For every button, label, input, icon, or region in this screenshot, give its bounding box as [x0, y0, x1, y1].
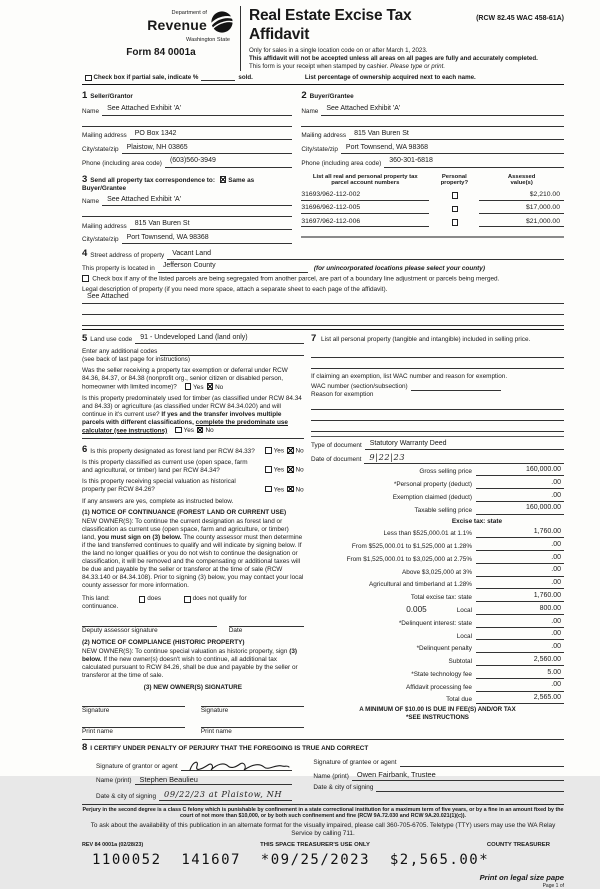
partial-sale-percent-field[interactable]	[201, 74, 235, 81]
section-certification: 8 I CERTIFY UNDER PENALTY OF PERJURY THAT THE FOREGOING IS TRUE AND CORRECT Signature of grantor or agent Name (print) Stephen Beaulieu Date & city of signing 09/22/23 at Plaistow, NH Signature of grantee or agent Name (print) Owen Fairbank, Trustee Date & city of signing	[82, 742, 564, 800]
forest-no-checkbox[interactable]	[287, 447, 294, 454]
deputy-date-label: Date	[228, 627, 243, 635]
perjury-divider	[82, 804, 564, 805]
grantor-date-city-field[interactable]: 09/22/23 at Plaistow, NH	[159, 789, 292, 801]
tier3-tax-field[interactable]: .00	[476, 554, 564, 564]
new-owner-signature-field-2[interactable]	[201, 700, 304, 707]
grantor-signature-field[interactable]	[181, 759, 292, 772]
section-designation: 6 Is this property designated as forest land per RCW 84.33? Yes No Is this property classified as current use (open space, farm and agricultural, or timber) land per RCW 84.34? Yes No Is this property receiving special valuation as historical property per RCW 84.26? Yes No If any answers are yes, complete as instructed below. (1) NOTICE OF CONTINUANCE (FOREST LAND OR CURRENT USE) NEW OWNER(S): To continue the current designation as forest land or classification as current use (open space, farm and agriculture, or timber) land, you must sign on (3) below. The county assessor must then determine if the land transferred continues to qualify and will indicate by signing below. If the land no longer qualifies or you do not wish to continue the designation or classification, it will be removed and the compensating or additional taxes will be due and payable by the seller or transferor at the time of sale (RCW 84.33.140 or 84.34.108). Prior to signing (3) below, you may contact your local county assessor for more information. This land: does does not qualify for continuance. Deputy assessor signature Date (2) NOTICE OF COMPLIANCE (HISTORIC PROPERTY) NEW OWNER(S): To continue special valuation as historic property, sign (3) below. If the new owner(s) doesn't wish to continue, all additional tax calculated pursuant to RCW 84.26, shall be due and payable by the seller or transferor at the time of sale. (3) NEW OWNER(S) SIGNATURE Signature Signature Print name Print name	[82, 438, 304, 736]
buyer-grantee-title: Buyer/Grantee	[309, 93, 354, 101]
deputy-assessor-label: Deputy assessor signature	[82, 627, 158, 635]
exemption-reason-line3[interactable]	[311, 424, 564, 432]
land-qualify-row: This land: does does not qualify for	[82, 594, 247, 602]
parcel-row	[301, 191, 564, 201]
parcel-row	[301, 204, 564, 214]
header-note-1: Only for sales in a single location code on or after March 1, 2023.	[249, 47, 428, 55]
county-note: (for unincorporated locations please select your county)	[313, 264, 485, 272]
parcel-personal-property-checkbox[interactable]	[452, 219, 459, 226]
exemption-yes-checkbox[interactable]	[185, 383, 192, 390]
parcel-table-bottom-rule	[301, 236, 564, 238]
correspondence-name-field[interactable]: See Attached Exhibit 'A'	[102, 196, 292, 206]
exemption-claimed-field[interactable]: .00	[476, 492, 564, 502]
new-owner-print-name-field-2[interactable]	[201, 721, 304, 728]
gross-selling-price-field[interactable]: 160,000.00	[476, 466, 564, 476]
partial-sale-checkbox[interactable]	[85, 75, 92, 82]
section-personal-property: 7 List all personal property (tangible and intangible) included in selling price. If claiming an exemption, list WAC number and reason for exemption. WAC number (section/subsection) Reason for exemption	[311, 333, 564, 433]
predominate-yes-checkbox[interactable]	[175, 427, 182, 434]
timber-question: Is this property predominately used for timber (as classified under RCW 84.34 and 84.33) or agriculture (as classified under RCW 84.34.020) and will continue in it's current use? If yes and the transfer involves multiple parcels with different classifications, complete the predominate use calculator (see instructions) Yes No	[82, 395, 302, 435]
grantee-name-field[interactable]: Owen Fairbank, Trustee	[352, 770, 564, 781]
land-does-checkbox[interactable]	[139, 596, 146, 603]
historic-no-checkbox[interactable]	[287, 486, 294, 493]
county-field[interactable]: Jefferson County	[158, 262, 308, 272]
local-tax-field[interactable]: 800.00	[476, 605, 564, 615]
correspondence-title: Send all property tax correspondence to:	[90, 176, 215, 184]
seller-name2-field[interactable]	[82, 119, 292, 127]
correspondence-name2-field[interactable]	[82, 209, 292, 217]
section-buyer: 2 Buyer/Grantee Name See Attached Exhibit 'A' Mailing address 815 Van Buren St City/state/zip Port Townsend, WA 98368 Phone (including area code) 360-301-6818	[301, 87, 564, 167]
exemption-no-checkbox[interactable]	[207, 383, 214, 390]
ownership-percentage-note: List percentage of ownership acquired next to each name.	[304, 73, 476, 81]
grantee-signature-field[interactable]	[400, 765, 564, 767]
seller-city-field[interactable]: Plaistow, NH 03865	[122, 144, 292, 154]
delinquent-interest-local-field[interactable]: .00	[476, 630, 564, 640]
notice1-title: (1) NOTICE OF CONTINUANCE (FOREST LAND OR CURRENT USE)	[82, 509, 287, 517]
partial-sale-sold-label: sold.	[238, 73, 253, 81]
tier1-tax-field[interactable]: 1,760.00	[476, 528, 564, 538]
buyer-name-field[interactable]: See Attached Exhibit 'A'	[321, 105, 564, 115]
form-title-rcw-ref: (RCW 82.45 WAC 458-61A)	[476, 15, 564, 22]
notice2-body: NEW OWNER(S): To continue special valuation as historic property, sign (3) below. If the new owner(s) doesn't wish to continue, all additional tax calculated pursuant to RCW 84.26, shall be due and payable by the seller or transferor at the time of sale.	[82, 647, 298, 679]
print-legal-size-note: Print on legal size pape	[479, 873, 564, 883]
parcel-personal-property-checkbox[interactable]	[452, 206, 459, 213]
excise-tax-computation: Gross selling price 160,000.00 *Personal property (deduct) .00 Exemption claimed (deduct) .00 Taxable selling price 160,000.00 Excise tax: state Less than $525,000.01 at 1.1% 1,760.00 From $525,000.01 to $1,525,000 at 1.28% .00 From $1,525,000.01 to $3,025,000 at 2.75% .00 Above $3,025,000 at 3% .00 Agricultural and timberland at 1.28% .00 Total excise tax: state 1,760.00 0.005 Local 800.00 *Delinquent interest: state .00 Local .00 *Delinquent penalty .00 Subtotal 2,560.00 *State technology fee 5.00 Affidavit processing fee .00 Total due 2,565.00 A MINIMUM OF $10.00 IS DUE IN FEE(S) AND/OR TAX *SEE INSTRUCTIONS	[311, 466, 564, 722]
personal-property-intro: List all personal property (tangible and intangible) included in selling price.	[321, 335, 531, 343]
see-instructions-note: *SEE INSTRUCTIONS	[406, 713, 469, 721]
wac-number-field[interactable]	[411, 390, 501, 392]
section-seller: 1 Seller/Grantor Name See Attached Exhibit 'A' Mailing address PO Box 1342 City/state/zip Plaistow, NH 03865 Phone (including area code) (603)560-3949	[82, 87, 292, 167]
state-technology-fee-field[interactable]: 5.00	[476, 669, 564, 679]
legal-description-label: Legal description of property (if you need more space, attach a separate sheet to each page of the affidavit).	[82, 285, 388, 293]
parcel-number-field[interactable]: 31693/962-112-002	[301, 191, 429, 201]
correspondence-mailing-field[interactable]: 815 Van Buren St	[130, 220, 292, 230]
deputy-date-field[interactable]	[229, 620, 304, 627]
form-number: Form 84 0001a	[126, 46, 196, 58]
county-treasurer-label: COUNTY TREASURER	[486, 841, 550, 848]
total-due-field[interactable]: 2,565.00	[476, 694, 564, 704]
agricultural-tax-field[interactable]: .00	[476, 579, 564, 589]
assessed-value-field[interactable]: $17,000.00	[479, 204, 564, 214]
buyer-city-field[interactable]: Port Townsend, WA 98368	[341, 144, 564, 154]
seller-mailing-field[interactable]: PO Box 1342	[130, 130, 292, 140]
exemption-reason-line2[interactable]	[311, 413, 564, 421]
parcel-number-field[interactable]: 31696/962-112-005	[301, 204, 429, 214]
current-use-no-checkbox[interactable]	[287, 466, 294, 473]
current-use-question: Is this property classified as current use (open space, farm and agricultural, or timber) land per RCW 84.34?	[82, 459, 248, 474]
predominate-no-checkbox[interactable]	[197, 427, 204, 434]
assessed-value-field[interactable]: $21,000.00	[479, 218, 564, 228]
notice2-title: (2) NOTICE OF COMPLIANCE (HISTORIC PROPERTY)	[82, 638, 245, 646]
delinquent-interest-state-field[interactable]: .00	[476, 618, 564, 628]
segregated-checkbox[interactable]	[82, 275, 89, 282]
subtotal-field[interactable]: 2,560.00	[476, 656, 564, 666]
same-as-buyer-label: Same as Buyer/Grantee	[82, 176, 255, 193]
new-owner-signature-field-1[interactable]	[82, 700, 185, 707]
same-as-buyer-checkbox[interactable]	[220, 176, 227, 183]
taxable-selling-price-field[interactable]: 160,000.00	[476, 504, 564, 514]
notice3-title: (3) NEW OWNER(S) SIGNATURE	[143, 683, 242, 691]
buyer-phone-field[interactable]: 360-301-6818	[384, 157, 564, 167]
washington-state-label: Washington State	[186, 36, 230, 43]
tier4-tax-field[interactable]: .00	[476, 566, 564, 576]
treasurer-stamp: 1100052 141607 *09/25/2023 $2,565.00*	[92, 852, 490, 869]
legal-description-line2[interactable]	[82, 307, 564, 315]
see-back-note: (see back of last page for instructions)	[82, 355, 190, 363]
mid-divider	[82, 329, 564, 330]
affidavit-processing-fee-field[interactable]: .00	[476, 681, 564, 691]
document-type-field[interactable]: Statutory Warranty Deed	[365, 440, 564, 450]
document-info: Type of document Statutory Warranty Deed Date of document 9|22|23	[311, 436, 564, 463]
personal-property-header: Personal property?	[440, 173, 469, 187]
rev-number: REV 84 0001a (02/28/23)	[82, 841, 144, 848]
land-does-not-checkbox[interactable]	[184, 596, 191, 603]
buyer-mailing-field[interactable]: 815 Van Buren St	[349, 130, 564, 140]
grantor-name-field[interactable]: Stephen Beaulieu	[135, 775, 292, 786]
perjury-note: Perjury in the second degree is a class C felony which is punishable by confinement in a state correctional institution for a maximum term of five years, or by a fine in an amount fixed by the court of not more than $10,000, or by both such confinement and fine (RCW 9A.72.030 and RCW 9A.20.021(1)(c)).	[82, 806, 564, 819]
section-property: 4 Street address of property Vacant Land This property is located in Jefferson County (for unincorporated locations please select your county) Check box if any of the listed parcels are being segregated from another parcel, are part of a boundary line adjustment or parcels being merged. Legal description of property (if you need more space, attach a separate sheet to each page of the affidavit). See Attached	[82, 248, 564, 325]
section-correspondence: 3 Send all property tax correspondence to: Same as Buyer/Grantee Name See Attached Exhibit 'A' Mailing address 815 Van Buren St City/state/zip Port Townsend, WA 98368	[82, 172, 292, 245]
page-number-note: Page 1 of	[542, 882, 564, 889]
certify-statement: I CERTIFY UNDER PENALTY OF PERJURY THAT THE FOREGOING IS TRUE AND CORRECT	[90, 745, 369, 753]
header-divider	[82, 84, 564, 85]
parcel-number-field[interactable]: 31697/962-112-006	[301, 218, 429, 228]
header-note-3: This form is your receipt when stamped by cashier. Please type or print.	[249, 62, 446, 70]
personal-property-line1[interactable]	[311, 350, 564, 358]
exemption-question: Was the seller receiving a property tax exemption or deferral under RCW 84.36, 84.37, or 84.38 (nonprofit org., senior citizen or disabled person, homeowner with limited income)? Yes No	[82, 367, 288, 391]
partial-sale-label: Check box if partial sale, indicate %	[93, 73, 199, 81]
forest-yes-checkbox[interactable]	[265, 447, 272, 454]
header-note-2: This affidavit will not be accepted unless all areas on all pages are fully and accurately completed.	[249, 55, 538, 63]
legal-description-line3[interactable]	[82, 318, 564, 326]
correspondence-city-field[interactable]: Port Townsend, WA 98368	[122, 234, 292, 244]
reason-for-exemption-label: Reason for exemption	[310, 391, 374, 399]
buyer-name2-field[interactable]	[301, 119, 564, 127]
revenue-wordmark: Revenue	[147, 16, 207, 33]
new-owner-print-name-field-1[interactable]	[82, 721, 185, 728]
excise-tax-state-header: Excise tax: state	[451, 517, 502, 525]
exemption-claim-note: If claiming an exemption, list WAC number and reason for exemption.	[310, 373, 508, 381]
street-address-field[interactable]: Vacant Land	[167, 250, 564, 260]
grantor-signature-scrawl	[186, 759, 290, 773]
historic-question: Is this property receiving special valuation as historical property per RCW 84.26?	[82, 478, 236, 494]
revenue-logo-icon	[210, 10, 234, 37]
minimum-due-note: A MINIMUM OF $10.00 IS DUE IN FEE(S) AND/OR TAX	[359, 706, 516, 714]
department-of-label: Department of	[171, 10, 207, 16]
assessed-value-field[interactable]: $2,210.00	[479, 191, 564, 201]
tier2-tax-field[interactable]: .00	[476, 541, 564, 551]
seller-phone-field[interactable]: (603)560-3949	[165, 157, 292, 167]
grantee-date-city-field[interactable]	[376, 791, 564, 793]
continuance-label: continuance.	[82, 602, 119, 610]
legal-description-field[interactable]: See Attached	[82, 293, 564, 303]
alt-format-note: To ask about the availability of this publication in an alternate format for the visually impaired, please call 360-705-6705. Teletype (TTY) users may use the WA Relay Service by calling 711.	[90, 822, 556, 838]
parcel-table	[301, 172, 564, 245]
segregated-note: Check box if any of the listed parcels are being segregated from another parcel, are part of a boundary line adjustment or parcels being merged.	[92, 275, 500, 283]
exemption-reason-line1[interactable]	[311, 402, 564, 410]
section-land-use: 5 Land use code 91 - Undeveloped Land (land only) Enter any additional codes (see back of last page for instructions) Was the seller receiving a property tax exemption or deferral under RCW 84.36, 84.37, or 84.38 (nonprofit org., senior citizen or disabled person, homeowner with limited income)? Yes No Is this property predominately used for timber (as classified under RCW 84.34 and 84.33) or agriculture (as classified under RCW 84.34.020) and will continue in it's current use? If yes and the transfer involves multiple parcels with different classifications, complete the predominate use calculator (see instructions) Yes No	[82, 332, 302, 435]
form-title: Real Estate Excise Tax Affidavit	[249, 7, 412, 44]
deputy-assessor-signature-field[interactable]	[82, 620, 217, 627]
personal-property-deduct-field[interactable]: .00	[476, 479, 564, 489]
forest-land-question: Is this property designated as forest land per RCW 84.33?	[90, 447, 255, 455]
historic-yes-checkbox[interactable]	[265, 486, 272, 493]
treasurer-use-label: THIS SPACE TREASURER'S USE ONLY	[260, 841, 370, 848]
if-yes-note: If any answers are yes, complete as instructed below.	[82, 497, 234, 505]
delinquent-penalty-field[interactable]: .00	[476, 643, 564, 653]
assessed-value-header: Assessed value(s)	[507, 173, 536, 187]
total-state-excise-field[interactable]: 1,760.00	[476, 592, 564, 602]
certification-divider	[82, 739, 564, 740]
document-date-field[interactable]: 9|22|23	[364, 452, 564, 464]
parcel-numbers-header: List all real and personal property tax parcel account numbers	[312, 173, 418, 187]
seller-grantor-title: Seller/Grantor	[90, 93, 133, 101]
local-rate: 0.005	[406, 604, 427, 614]
parcel-row	[301, 218, 564, 228]
form-header	[82, 6, 564, 71]
notice1-body: NEW OWNER(S): To continue the current designation as forest land or classification as current use (open space, farm and agriculture, or timber) land, you must sign on (3) below. The county assessor must then determine if the land transferred continues to qualify and will indicate by signing below. If the land no longer qualifies or you do not wish to continue the designation or classification, it will be removed and the compensating or additional taxes will be due and payable by the seller or transferor at the time of sale (RCW 84.33.140 or 84.34.108). Prior to signing (3) below, you may contact your local county assessor for more information.	[82, 518, 304, 589]
seller-name-field[interactable]: See Attached Exhibit 'A'	[102, 105, 292, 115]
personal-property-line2[interactable]	[311, 361, 564, 369]
current-use-yes-checkbox[interactable]	[265, 466, 272, 473]
parcel-personal-property-checkbox[interactable]	[452, 192, 459, 199]
land-use-code-field[interactable]: 91 - Undeveloped Land (land only)	[135, 334, 303, 344]
